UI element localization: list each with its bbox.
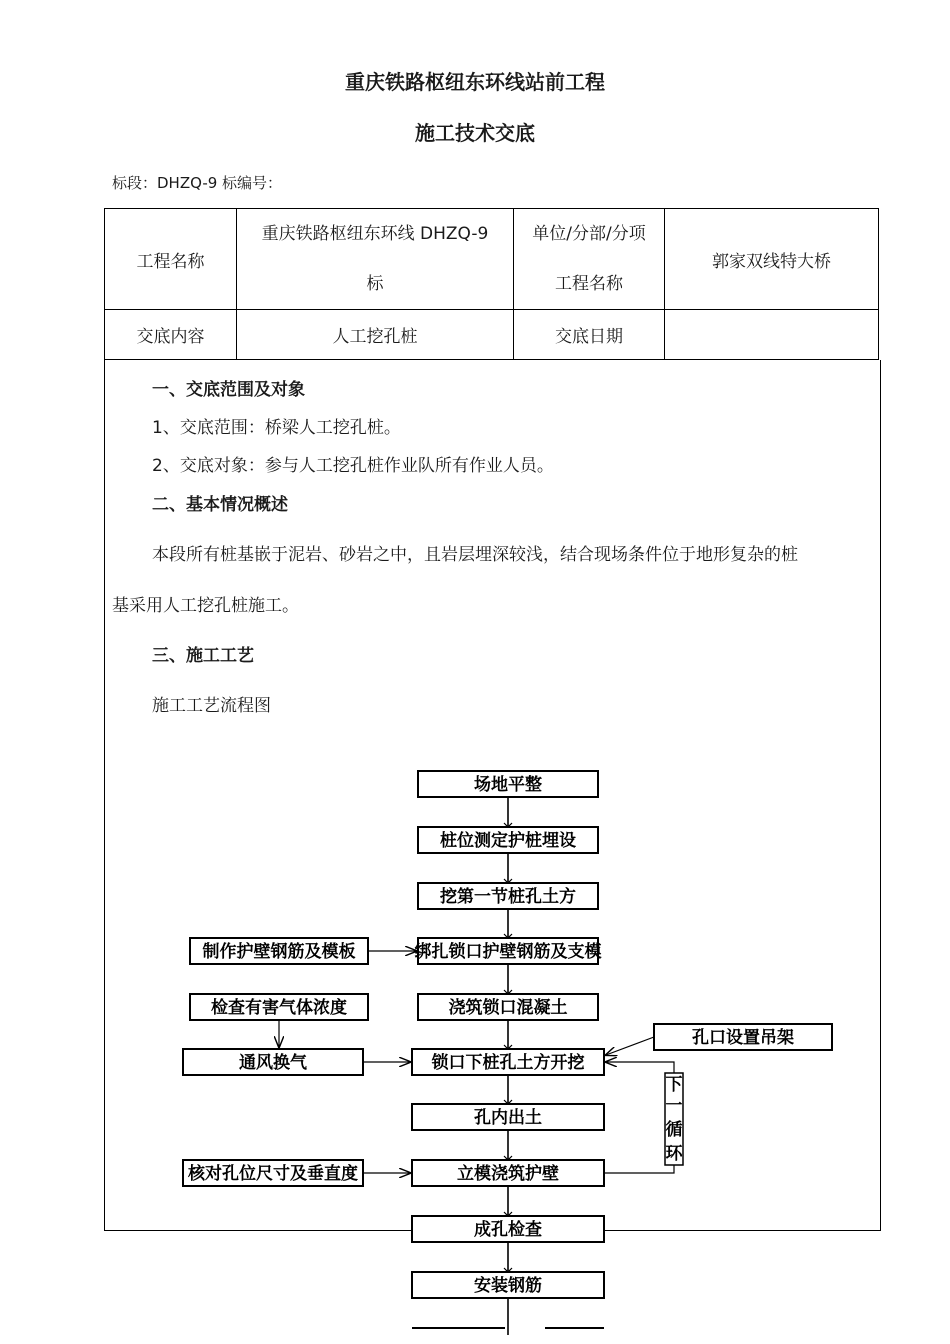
flow-step-9 (412, 1216, 604, 1242)
section1-item2: 2、交底对象：参与人工挖孔桩作业队所有作业人员。 (152, 456, 554, 476)
side-step-gas-check (190, 994, 368, 1020)
svg-text:环: 环 (665, 1144, 683, 1164)
unit-label-line2: 工程名称 (555, 274, 623, 294)
loop-line-bottom (604, 1165, 674, 1173)
svg-text:挖第一节桩孔土方: 挖第一节桩孔土方 (440, 887, 576, 907)
section1-item1: 1、交底范围：桥梁人工挖孔桩。 (152, 418, 401, 438)
flow-step-4 (415, 938, 603, 964)
arrow-hanger (606, 1037, 654, 1055)
svg-text:通风换气: 通风换气 (239, 1053, 307, 1073)
flow-step-10 (412, 1272, 604, 1298)
loop-line-top (606, 1062, 674, 1073)
svg-text:孔内出土: 孔内出土 (474, 1108, 542, 1128)
svg-text:场地平整: 场地平整 (474, 775, 542, 795)
svg-text:孔口设置吊架: 孔口设置吊架 (692, 1028, 794, 1048)
section2-paragraph-line2: 基采用人工挖孔桩施工。 (112, 596, 299, 616)
section2-heading: 二、基本情况概述 (152, 495, 288, 515)
svg-text:循: 循 (665, 1120, 683, 1140)
flow-step-2 (418, 827, 598, 853)
svg-text:立模浇筑护壁: 立模浇筑护壁 (457, 1164, 559, 1184)
content-value: 人工挖孔桩 (237, 310, 514, 360)
content-label: 交底内容 (105, 310, 237, 360)
flow-step-6 (412, 1049, 604, 1075)
side-step-ventilation (183, 1049, 363, 1075)
svg-text:核对孔位尺寸及垂直度: 核对孔位尺寸及垂直度 (188, 1164, 358, 1184)
svg-text:浇筑锁口混凝土: 浇筑锁口混凝土 (448, 998, 568, 1018)
svg-text:成孔检查: 成孔检查 (474, 1220, 542, 1240)
svg-text:锁口下桩孔土方开挖: 锁口下桩孔土方开挖 (431, 1053, 585, 1073)
project-name-line1: 重庆铁路枢纽东环线 DHZQ-9 (261, 224, 489, 244)
document-subtitle: 施工技术交底 (415, 121, 535, 145)
flowchart-caption: 施工工艺流程图 (152, 696, 271, 716)
section3-heading: 三、施工工艺 (152, 646, 254, 666)
flow-step-1 (418, 771, 598, 797)
flow-step-7 (412, 1104, 604, 1130)
section1-heading: 一、交底范围及对象 (152, 380, 305, 400)
svg-text:检查有害气体浓度: 检查有害气体浓度 (211, 998, 347, 1018)
unit-value: 郭家双线特大桥 (665, 209, 879, 310)
project-name-line2: 标 (366, 274, 384, 294)
side-step-prepare-formwork (190, 938, 368, 964)
loop-label-box (665, 1073, 684, 1165)
svg-text:绑扎锁口护壁钢筋及支模: 绑扎锁口护壁钢筋及支模 (414, 942, 602, 962)
unit-label-line1: 单位/分部/分项 (532, 224, 646, 244)
svg-text:制作护壁钢筋及模板: 制作护壁钢筋及模板 (202, 942, 356, 962)
flow-step-8 (412, 1160, 604, 1186)
project-name-label: 工程名称 (105, 209, 237, 310)
svg-text:下: 下 (665, 1075, 683, 1095)
document-title: 重庆铁路枢纽东环线站前工程 (345, 70, 605, 94)
section2-paragraph-line1: 本段所有桩基嵌于泥岩、砂岩之中，且岩层埋深较浅，结合现场条件位于地形复杂的桩 (152, 545, 798, 565)
flow-step-5 (418, 994, 598, 1020)
svg-text:安装钢筋: 安装钢筋 (474, 1276, 542, 1296)
side-step-verify-position (183, 1160, 363, 1186)
date-label: 交底日期 (514, 310, 665, 360)
section-number-meta: 标段：DHZQ-9 标编号： (112, 174, 283, 192)
svg-text:一: 一 (665, 1096, 683, 1116)
svg-text:桩位测定护桩埋设: 桩位测定护桩埋设 (440, 831, 576, 851)
flow-step-3 (418, 883, 598, 909)
side-step-hanger (654, 1024, 832, 1050)
